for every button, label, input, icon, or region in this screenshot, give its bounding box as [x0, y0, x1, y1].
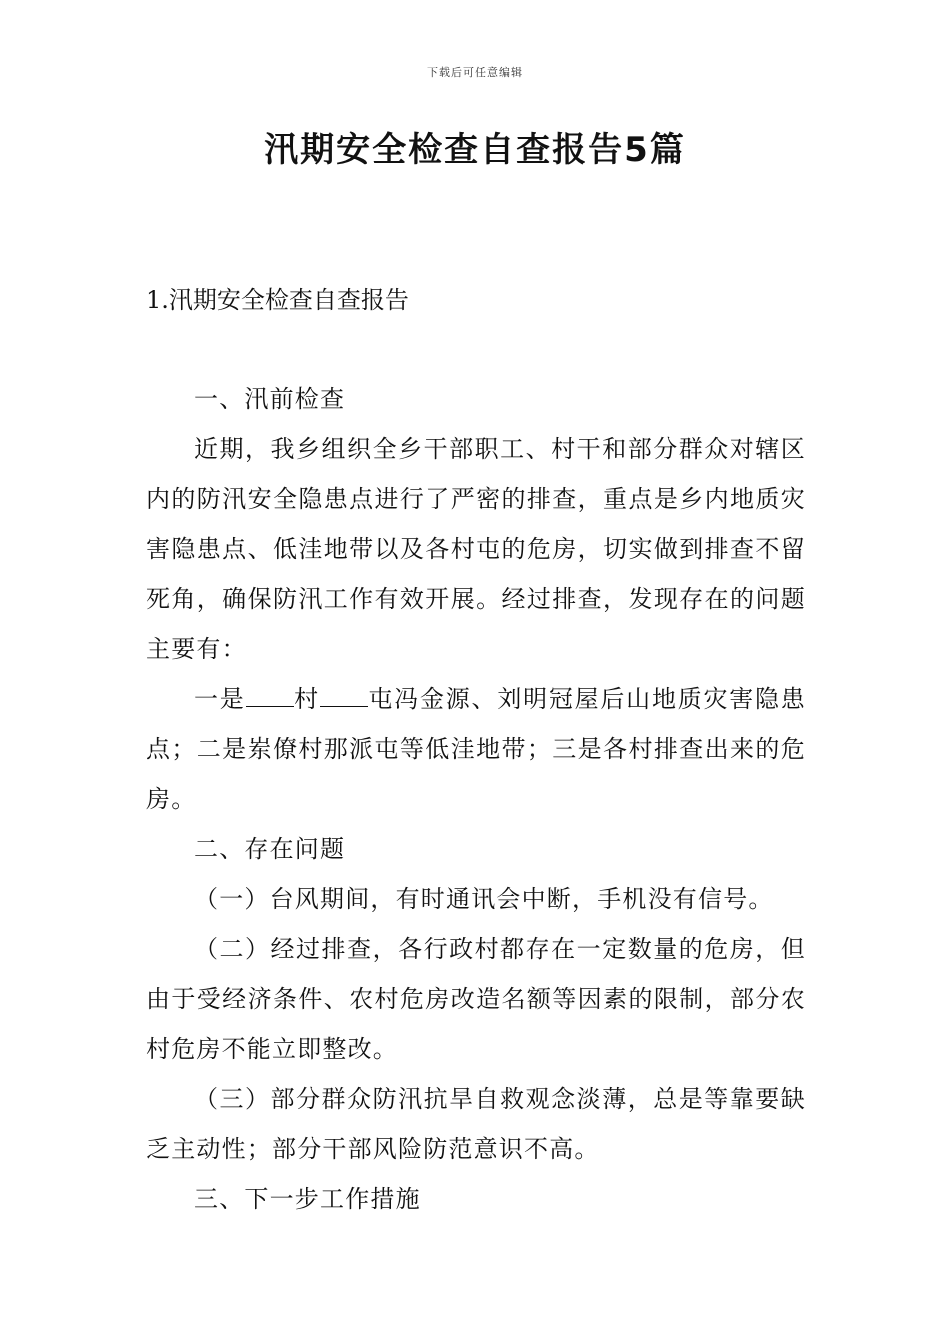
subheading-flood-inspection: 一、汛前检查: [194, 385, 346, 413]
subheading-next-steps: 三、下一步工作措施: [194, 1185, 421, 1213]
paragraph-hazard-part-c: 屯冯金源、刘明冠屋后山地质灾害隐患点；二是岽僚村那派屯等低洼地带；三是各村排查出来的危房。: [146, 685, 806, 813]
document-body: [146, 374, 806, 1224]
paragraph-inspection-summary: 近期，我乡组织全乡干部职工、村干和部分群众对辖区内的防汛安全隐患点进行了严密的排查，重点是乡内地质灾害隐患点、低洼地带以及各村屯的危房，切实做到排查不留死角，确保防汛工作有效开展。经过排查，发现存在的问题主要有：: [146, 435, 806, 663]
paragraph-hazard-part-a: 一是: [194, 685, 246, 713]
subheading-existing-problems: 二、存在问题: [194, 835, 346, 863]
blank-line-1: [246, 684, 294, 707]
document-title: 汛期安全检查自查报告5篇: [264, 130, 686, 170]
header-note: 下载后可任意编辑: [427, 66, 523, 79]
paragraph-hazard-part-b: 村: [293, 685, 320, 713]
section-heading: 1.汛期安全检查自查报告: [146, 286, 409, 314]
paragraph-problem-2: （二）经过排查，各行政村都存在一定数量的危房，但由于受经济条件、农村危房改造名额等因素的限制，部分农村危房不能立即整改。: [146, 935, 806, 1063]
paragraph-problem-1: （一）台风期间，有时通讯会中断，手机没有信号。: [194, 885, 774, 913]
paragraph-hazard-points: [146, 674, 806, 824]
blank-line-2: [320, 684, 368, 707]
paragraph-problem-3: （三）部分群众防汛抗旱自救观念淡薄，总是等靠要缺乏主动性；部分干部风险防范意识不高。: [146, 1085, 806, 1163]
